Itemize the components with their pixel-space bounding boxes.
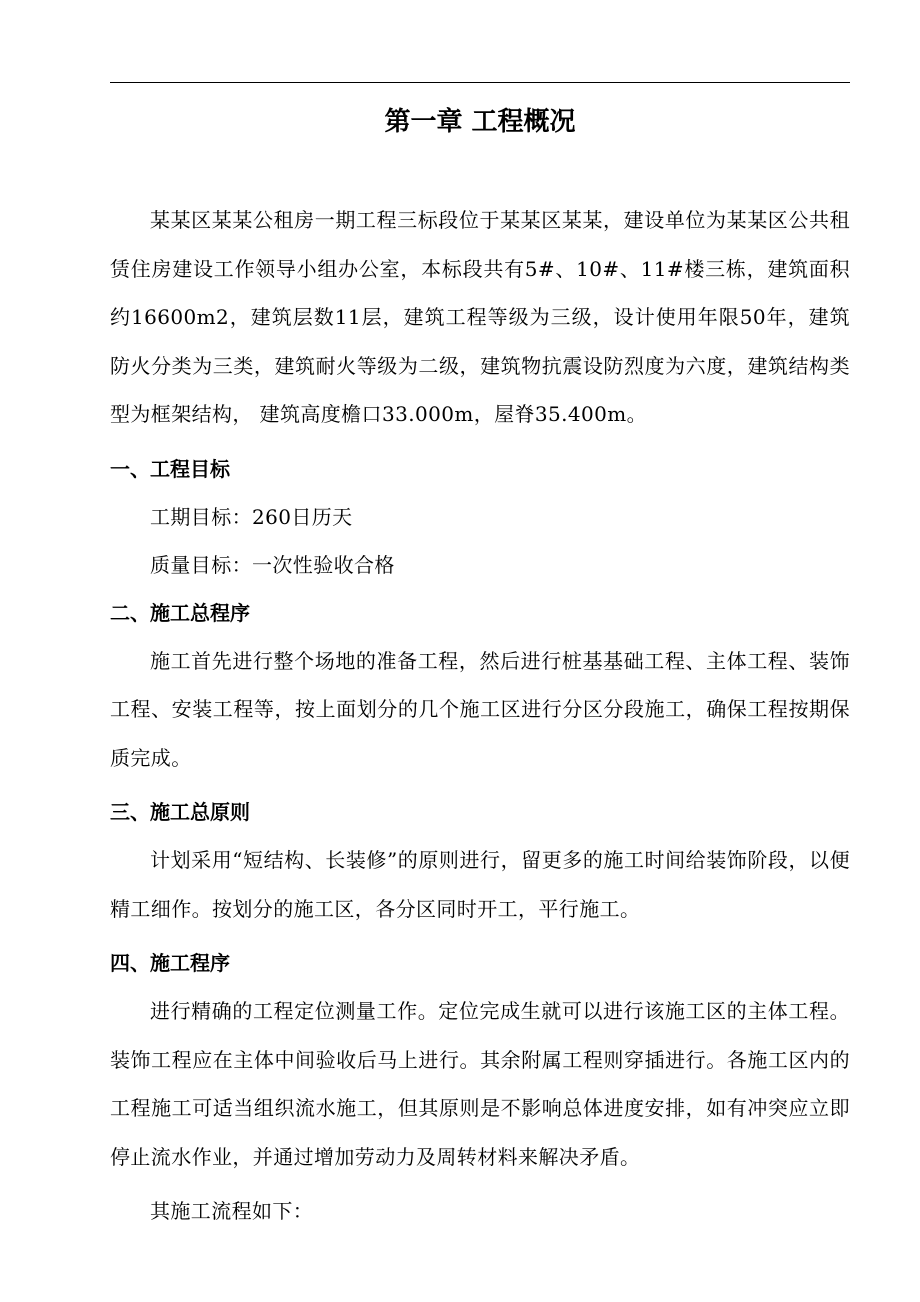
quality-goal: 质量目标：一次性验收合格 bbox=[150, 552, 395, 577]
schedule-goal: 工期目标：260日历天 bbox=[150, 504, 353, 529]
header-rule bbox=[110, 82, 850, 83]
general-principle-paragraph: 计划采用“短结构、长装修”的原则进行，留更多的施工时间给装饰阶段，以便精工细作。按划分的施工区，各分区同时开工，平行施工。 bbox=[110, 848, 850, 921]
intro-paragraph: 某某区某某公租房一期工程三标段位于某某区某某，建设单位为某某区公共租赁住房建设工作领导小组办公室，本标段共有5#、10#、11#楼三栋，建筑面积约16600m2，建筑层数11层，建筑工程等级为三级，设计使用年限50年，建筑防火分类为三类，建筑耐火等级为二级，建筑物抗震设防烈度为六度，建筑结构类型为框架结构， 建筑高度檐口33.000m，屋脊35.400m。 bbox=[110, 208, 850, 426]
section-heading-goals: 一、工程目标 bbox=[110, 456, 230, 481]
construction-procedure-paragraph: 进行精确的工程定位测量工作。定位完成生就可以进行该施工区的主体工程。装饰工程应在主体中间验收后马上进行。其余附属工程则穿插进行。各施工区内的工程施工可适当组织流水施工，但其原则是不影响总体进度安排，如有冲突应立即停止流水作业，并通过增加劳动力及周转材料来解决矛盾。 bbox=[110, 999, 850, 1169]
chapter-title: 第一章 工程概况 bbox=[384, 107, 576, 137]
document-body bbox=[110, 196, 850, 1236]
section-heading-construction-procedure: 四、施工程序 bbox=[110, 951, 230, 975]
flow-intro-paragraph: 其施工流程如下： bbox=[150, 1199, 314, 1223]
section-heading-general-principle: 三、施工总原则 bbox=[110, 800, 250, 824]
general-procedure-paragraph: 施工首先进行整个场地的准备工程，然后进行桩基基础工程、主体工程、装饰工程、安装工程等，按上面划分的几个施工区进行分区分段施工，确保工程按期保质完成。 bbox=[110, 648, 850, 770]
section-heading-general-procedure: 二、施工总程序 bbox=[110, 600, 250, 625]
